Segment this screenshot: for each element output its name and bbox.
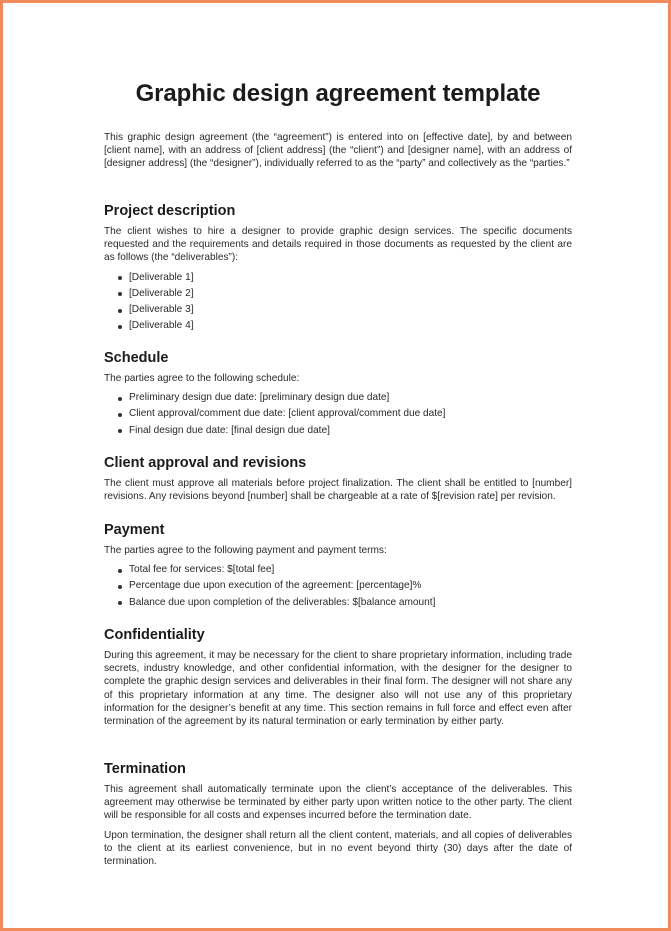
payment-list bbox=[104, 562, 572, 611]
deliverables-list bbox=[104, 270, 572, 335]
section-heading: Client approval and revisions bbox=[104, 455, 307, 471]
intro-paragraph: This graphic design agreement (the “agreement”) is entered into on [effective date], by and between [client name], with an address of [client address] (the “client”) and [designer name], with an address of [designer address] (the “designer”), individually referred to as the “party” and collectively as the “parties.” bbox=[104, 132, 572, 170]
section-heading: Termination bbox=[104, 761, 186, 777]
list-item: Percentage due upon execution of the agreement: [percentage]% bbox=[118, 578, 572, 594]
section-client-approval bbox=[104, 455, 572, 503]
section-paragraph: This agreement shall automatically terminate upon the client’s acceptance of the deliverables. This agreement may otherwise be terminated by either party upon written notice to the other party. The client will be responsible for all costs and expenses incurred before the termination date. bbox=[104, 784, 572, 822]
list-item: [Deliverable 3] bbox=[118, 302, 572, 318]
schedule-list bbox=[104, 390, 572, 439]
section-paragraph: During this agreement, it may be necessary for the client to share proprietary information, including trade secrets, industry knowledge, and other confidential information, with the designer for the designer to complete the graphic design services and deliverables in their final form. The designer will not share any of this proprietary information at any time. The designer also will not use any of this proprietary information for the designer’s benefit at any time. This section remains in full force and effect even after termination of the agreement by its natural termination or early termination by either party. bbox=[104, 650, 572, 728]
section-confidentiality bbox=[104, 627, 572, 728]
section-paragraph: The parties agree to the following schedule: bbox=[104, 373, 300, 384]
list-item: [Deliverable 4] bbox=[118, 318, 572, 334]
list-item: Balance due upon completion of the deliverables: $[balance amount] bbox=[118, 595, 572, 611]
list-item: Client approval/comment due date: [client approval/comment due date] bbox=[118, 406, 572, 422]
list-item: Preliminary design due date: [preliminary design due date] bbox=[118, 390, 572, 406]
section-paragraph: Upon termination, the designer shall return all the client content, materials, and all copies of deliverables to the client at its earliest convenience, but in no event beyond thirty (30) days after the date of termination. bbox=[104, 829, 572, 868]
section-paragraph: The client wishes to hire a designer to provide graphic design services. The specific documents requested and the requirements and details required in those documents as requested by the client are as follows (the “deliverables”): bbox=[104, 226, 572, 264]
list-item: Total fee for services: $[total fee] bbox=[118, 562, 572, 578]
section-heading: Project description bbox=[104, 203, 236, 219]
section-project-description bbox=[104, 203, 572, 334]
section-payment bbox=[104, 522, 572, 611]
section-paragraph: The client must approve all materials before project finalization. The client shall be entitled to [number] revisions. Any revisions beyond [number] shall be chargeable at a rate of $[revision rate] per revision. bbox=[104, 478, 572, 503]
section-heading: Confidentiality bbox=[104, 627, 205, 643]
section-heading: Payment bbox=[104, 522, 165, 538]
section-paragraph: The parties agree to the following payment and payment terms: bbox=[104, 545, 387, 556]
section-schedule bbox=[104, 350, 572, 439]
section-heading: Schedule bbox=[104, 350, 169, 366]
list-item: Final design due date: [final design due date] bbox=[118, 423, 572, 439]
list-item: [Deliverable 1] bbox=[118, 270, 572, 286]
document-title: Graphic design agreement template bbox=[135, 80, 541, 107]
section-termination bbox=[104, 761, 572, 868]
list-item: [Deliverable 2] bbox=[118, 286, 572, 302]
